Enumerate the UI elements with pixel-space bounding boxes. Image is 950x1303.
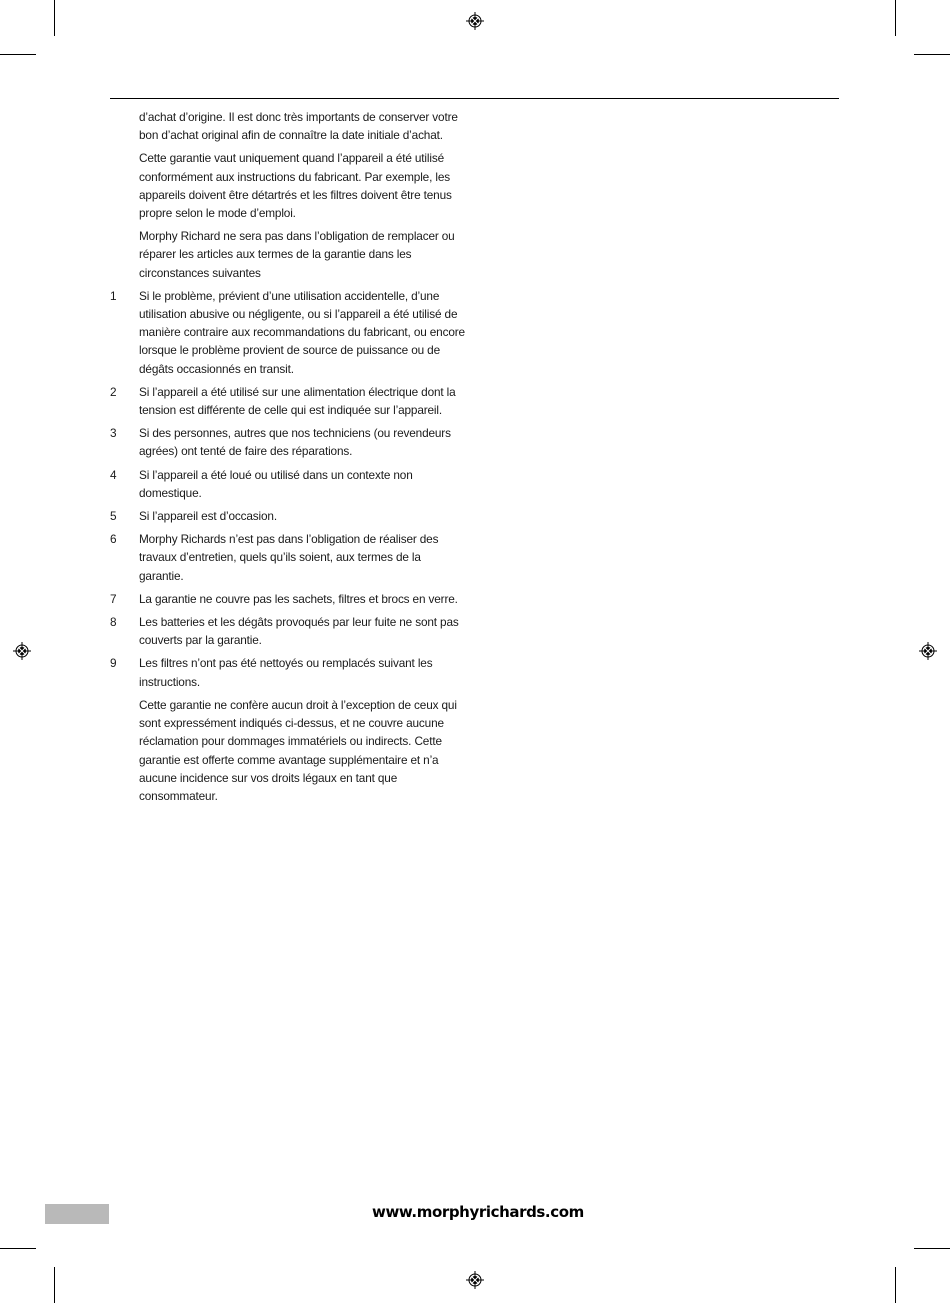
- list-item-number: 1: [110, 288, 117, 303]
- list-item-number: 6: [110, 532, 117, 547]
- list-item-number: 7: [110, 591, 117, 606]
- list-item-number: 8: [110, 615, 117, 630]
- list-item: [110, 383, 466, 419]
- website-url[interactable]: www.morphyrichards.com: [372, 1203, 584, 1221]
- list-item-text: Les filtres n’ont pas été nettoyés ou remplacés suivant les instructions.: [139, 656, 433, 689]
- registration-mark-icon: [466, 1271, 484, 1289]
- list-item: [110, 530, 466, 585]
- list-item-number: 3: [110, 426, 117, 441]
- list-item-text: Si des personnes, autres que nos techniciens (ou revendeurs agrées) ont tenté de faire des réparations.: [139, 426, 451, 459]
- registration-mark-icon: [13, 642, 31, 660]
- paragraph-proof-of-purchase: d’achat d’origine. Il est donc très importants de conserver votre bon d’achat original afin de connaître la date initiale d’achat.: [139, 110, 458, 143]
- list-item: [110, 466, 466, 502]
- paragraph-usage-conditions: Cette garantie vaut uniquement quand l’appareil a été utilisé conformément aux instructions du fabricant. Par exemple, les appareils doivent être détartrés et les filtres doivent être tenus propre selon le mode d’emploi.: [139, 151, 452, 221]
- list-item-text: Si l’appareil a été utilisé sur une alimentation électrique dont la tension est différente de celle qui est indiquée sur l’appareil.: [139, 384, 456, 418]
- list-item-number: 9: [110, 656, 117, 671]
- crop-mark: [895, 1267, 896, 1303]
- warranty-text: [110, 108, 466, 810]
- paragraph-exclusions-intro: Morphy Richard ne sera pas dans l’obligation de remplacer ou réparer les articles aux termes de la garantie dans les circonstances suivantes: [139, 229, 455, 280]
- header-rule: [110, 98, 839, 99]
- crop-mark: [0, 54, 36, 55]
- page-number-tab: [45, 1204, 109, 1224]
- list-item: [110, 590, 466, 608]
- list-item-text: Les batteries et les dégâts provoqués par leur fuite ne sont pas couverts par la garantie.: [139, 615, 459, 648]
- list-item: [110, 424, 466, 460]
- crop-mark: [0, 1248, 36, 1249]
- list-item-number: 4: [110, 467, 117, 482]
- list-item: [110, 613, 466, 649]
- list-item-text: Si le problème, prévient d’une utilisation accidentelle, d’une utilisation abusive ou négligente, ou si l’appareil a été utilisé de manière contraire aux recommandations du fabricant, ou encore lorsque le problème provient de source de puissance ou de dégâts occasionnés en transit.: [139, 288, 465, 376]
- crop-mark: [54, 1267, 55, 1303]
- crop-mark: [914, 54, 950, 55]
- registration-mark-icon: [466, 12, 484, 30]
- list-item: [110, 654, 466, 690]
- list-item: [110, 287, 466, 378]
- list-item-text: La garantie ne couvre pas les sachets, filtres et brocs en verre.: [139, 591, 458, 606]
- list-item-number: 2: [110, 384, 117, 399]
- crop-mark: [895, 0, 896, 36]
- list-item-number: 5: [110, 509, 117, 524]
- list-item: [110, 507, 466, 525]
- crop-mark: [54, 0, 55, 36]
- crop-mark: [914, 1248, 950, 1249]
- list-item-text: Si l’appareil a été loué ou utilisé dans un contexte non domestique.: [139, 467, 413, 500]
- list-item-text: Morphy Richards n’est pas dans l’obligation de réaliser des travaux d’entretien, quels qu’ils soient, aux termes de la garantie.: [139, 532, 439, 583]
- registration-mark-icon: [919, 642, 937, 660]
- list-item-text: Si l’appareil est d’occasion.: [139, 509, 277, 524]
- paragraph-legal-rights: Cette garantie ne confère aucun droit à l’exception de ceux qui sont expressément indiqués ci-dessus, et ne couvre aucune réclamation pour dommages immatériels ou indirects. Cette garantie est offerte comme avantage supplémentaire et n’a aucune incidence sur vos droits légaux en tant que consommateur.: [139, 697, 457, 803]
